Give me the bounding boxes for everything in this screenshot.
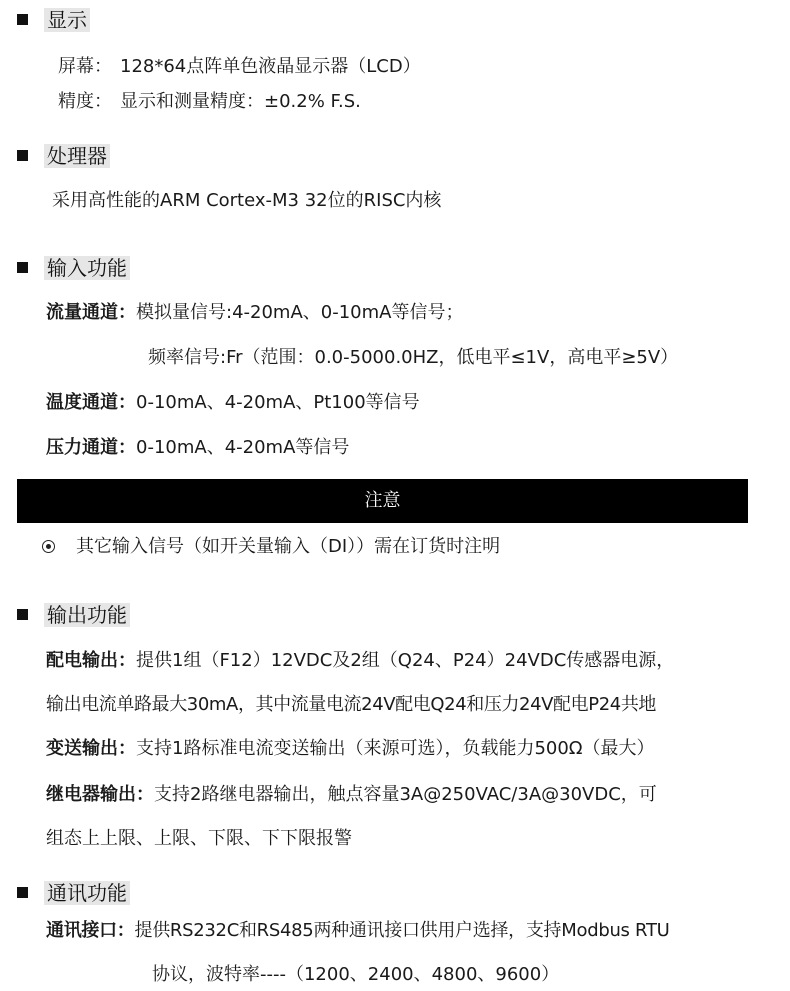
- section-bullet-icon: [17, 887, 28, 898]
- power-cont-row: 输出电流单路最大30mA，其中流量电流24V配电Q24和压力24V配电P24共地: [46, 694, 657, 715]
- pressure-value: 0-10mA、4-20mA等信号: [136, 437, 350, 458]
- section-bullet-icon: [17, 609, 28, 620]
- iface-value: 提供RS232C和RS485两种通讯接口供用户选择，支持Modbus RTU: [134, 920, 670, 941]
- precision-label: 精度：: [58, 91, 112, 112]
- screen-row: [58, 55, 421, 79]
- pressure-row: [46, 436, 349, 460]
- flow-label: 流量通道：: [46, 302, 136, 323]
- iface-cont-row: 协议，波特率----（1200、2400、4800、9600）: [152, 964, 560, 985]
- iface-label: 通讯接口：: [46, 920, 135, 941]
- transmit-value: 支持1路标准电流变送输出（来源可选），负载能力500Ω（最大）: [136, 738, 655, 759]
- pressure-label: 压力通道：: [46, 437, 136, 458]
- temp-label: 温度通道：: [46, 392, 136, 413]
- section-title-display: 显示: [44, 8, 90, 32]
- temp-value: 0-10mA、4-20mA、Pt100等信号: [136, 392, 420, 413]
- notice-item: 其它输入信号（如开关量输入（DI））需在订货时注明: [76, 536, 501, 557]
- power-value: 提供1组（F12）12VDC及2组（Q24、P24）24VDC传感器电源，: [136, 650, 675, 671]
- relay-label: 继电器输出：: [46, 784, 154, 805]
- power-label: 配电输出：: [46, 650, 136, 671]
- flow-row: [46, 301, 463, 325]
- flow-freq-row: 频率信号:Fr（范围：0.0-5000.0HZ，低电平≤1V，高电平≥5V）: [148, 347, 679, 368]
- notice-banner: [17, 479, 748, 523]
- notice-title: 注意: [364, 490, 401, 511]
- iface-row: [46, 919, 670, 943]
- screen-value: 128*64点阵单色液晶显示器（LCD）: [120, 56, 421, 77]
- section-title-processor: 处理器: [44, 144, 110, 168]
- section-bullet-icon: [17, 14, 28, 25]
- radio-bullet-icon: [42, 540, 55, 553]
- precision-value: 显示和测量精度：±0.2% F.S.: [120, 91, 361, 112]
- screen-label: 屏幕：: [58, 56, 112, 77]
- processor-desc: 采用高性能的ARM Cortex-M3 32位的RISC内核: [52, 190, 442, 211]
- transmit-label: 变送输出：: [46, 738, 136, 759]
- transmit-row: [46, 737, 655, 761]
- temp-row: [46, 391, 420, 415]
- flow-value: 模拟量信号:4-20mA、0-10mA等信号；: [136, 302, 464, 323]
- section-title-input: 输入功能: [44, 256, 130, 280]
- relay-row: [46, 783, 657, 807]
- section-bullet-icon: [17, 150, 28, 161]
- relay-cont-row: 组态上上限、上限、下限、下下限报警: [46, 828, 352, 849]
- section-title-comm: 通讯功能: [44, 881, 130, 905]
- relay-value: 支持2路继电器输出，触点容量3A@250VAC/3A@30VDC，可: [154, 784, 657, 805]
- section-bullet-icon: [17, 262, 28, 273]
- section-title-output: 输出功能: [44, 603, 130, 627]
- precision-row: [58, 90, 361, 114]
- power-row: [46, 649, 674, 673]
